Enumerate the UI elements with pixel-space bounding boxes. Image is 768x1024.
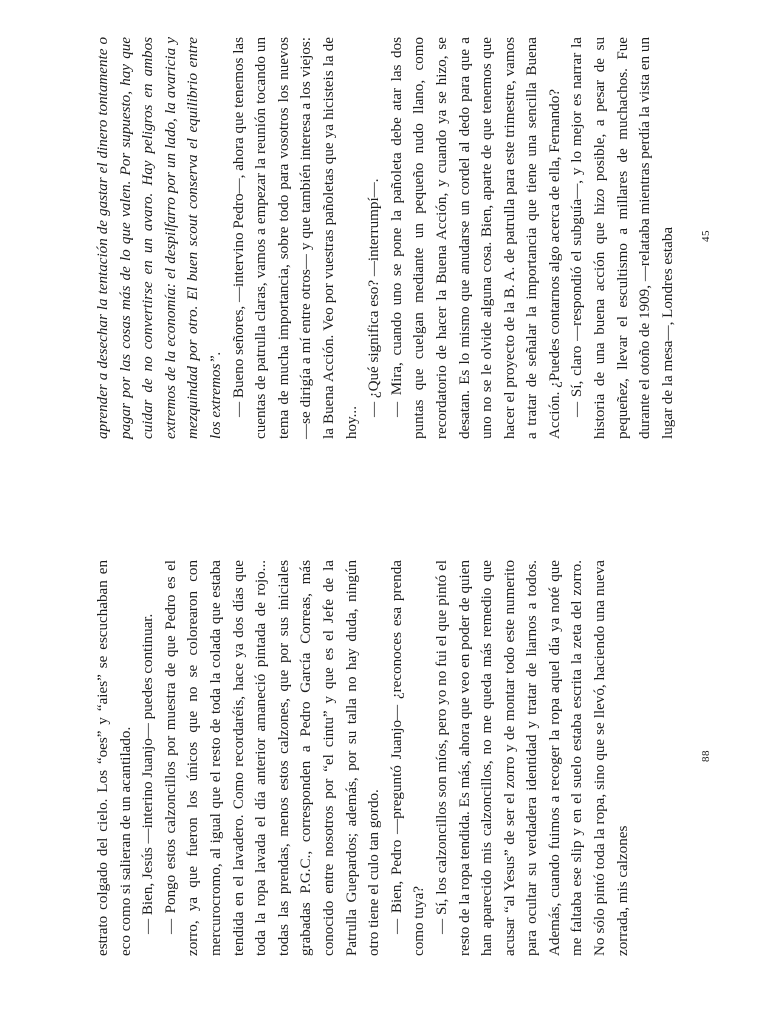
right-paragraph-4: — Mira, cuando uno se pone la pañoleta debe atar las dos puntas que cuelgan mediante un pequeño nudo llano, como recordatorio de hacer la Buena Acción, y cuando ya se hizo, se desatan. Es lo mismo que anudarse un cordel al dedo para que a uno no se le olvide alguna cosa. Bien, aparte de que tenemos que hacer el proyecto de la B. A. de patrulla para este trimestre, vamos a tratar de señalar la importancia que tiene una sencilla Buena Acción. ¿Puedes contarnos algo acerca de ella, Fernando? (388, 37, 563, 439)
right-page-number: 45 (700, 230, 712, 242)
left-paragraph-4: — Bien, Pedro —preguntó Juanjo— ¿reconoces esa prenda como tuya? (388, 560, 428, 956)
left-paragraph-3: — Pongo estos calzoncillos por muestra de que Pedro es el zorro, ya que fueron los únicos que no se colorearon con mercurocromo, al igual que el resto de toda la colada que estaba tendida en el lavadero. Como recordaréis, hace ya dos días que toda la ropa lavada el día anterior amaneció pintada de rojo... todas las prendas, menos estos calzones, que por sus iniciales grabadas P.G.C., corresponden a Pedro García Correas, más conocido entre nosotros por “el cintu” y que es el Jefe de la Patrulla Guepardos; además, por su talla no hay duda, ningún otro tiene el culo tan gordo. (162, 560, 383, 956)
left-page-number: 88 (700, 750, 712, 762)
right-paragraph-5: — Sí, claro —respondió el subguía—, y lo mejor es narrar la historia de una buena acción que hizo posible, a pesar de su pequeñez, llevar el escultismo a millares de muchachos. Fue durante el otoño de 1909, —relataba mientras perdía la vista en un lugar de la mesa—, Londres estaba (569, 37, 676, 439)
right-paragraph-2: — Bueno señores, —intervino Pedro—, ahora que tenemos las cuentas de patrulla claras, vamos a empezar la reunión tocando un tema de mucha importancia, sobre todo para vosotros los nuevos —se dirigía a mí entre otros— y que también interesa a los viejos: la Buena Acción. Veo por vuestras pañoletas que ya hicisteis la de hoy... (230, 37, 360, 439)
right-paragraph-3: — ¿Qué significa eso? —interrumpí—. (366, 178, 383, 417)
left-paragraph-2: — Bien, Jesús —interino Juanjo— puedes continuar. (140, 613, 157, 934)
left-paragraph-1: estrato colgado del cielo. Los “oes” y “aies” se escuchaban en eco como si salieran de un acantilado. (95, 560, 134, 956)
left-page (92, 560, 692, 956)
right-page (92, 37, 692, 439)
right-paragraph-1: aprender a desechar la tentación de gastar el dinero tontamente o pagar por las cosas más de lo que valen. Por supuesto, hay que cuidar de no convertirse en un avaro. Hay peligros en ambos extremos de la economía: el despilfarro por un lado, la avaricia y mezquindad por otro. El buen scout conserva el equilibrio entre los extremos”. (95, 37, 224, 439)
left-paragraph-5: — Sí, los calzoncillos son míos, pero yo no fui el que pintó el resto de la ropa tendida. Es más, ahora que veo en poder de quien han aparecido mis calzoncillos, no me queda más remedio que acusar “al Yesus” de ser el zorro y de montar todo este numerito para ocultar su verdadera identidad y tratar de liarnos a todos. Además, cuando fuimos a recoger la ropa aquel día ya noté que me faltaba ese slip y en el suelo estaba escrita la zeta del zorro. No sólo pintó toda la ropa, sino que se llevó, haciendo una nueva zorrada, mis calzones (433, 560, 631, 956)
